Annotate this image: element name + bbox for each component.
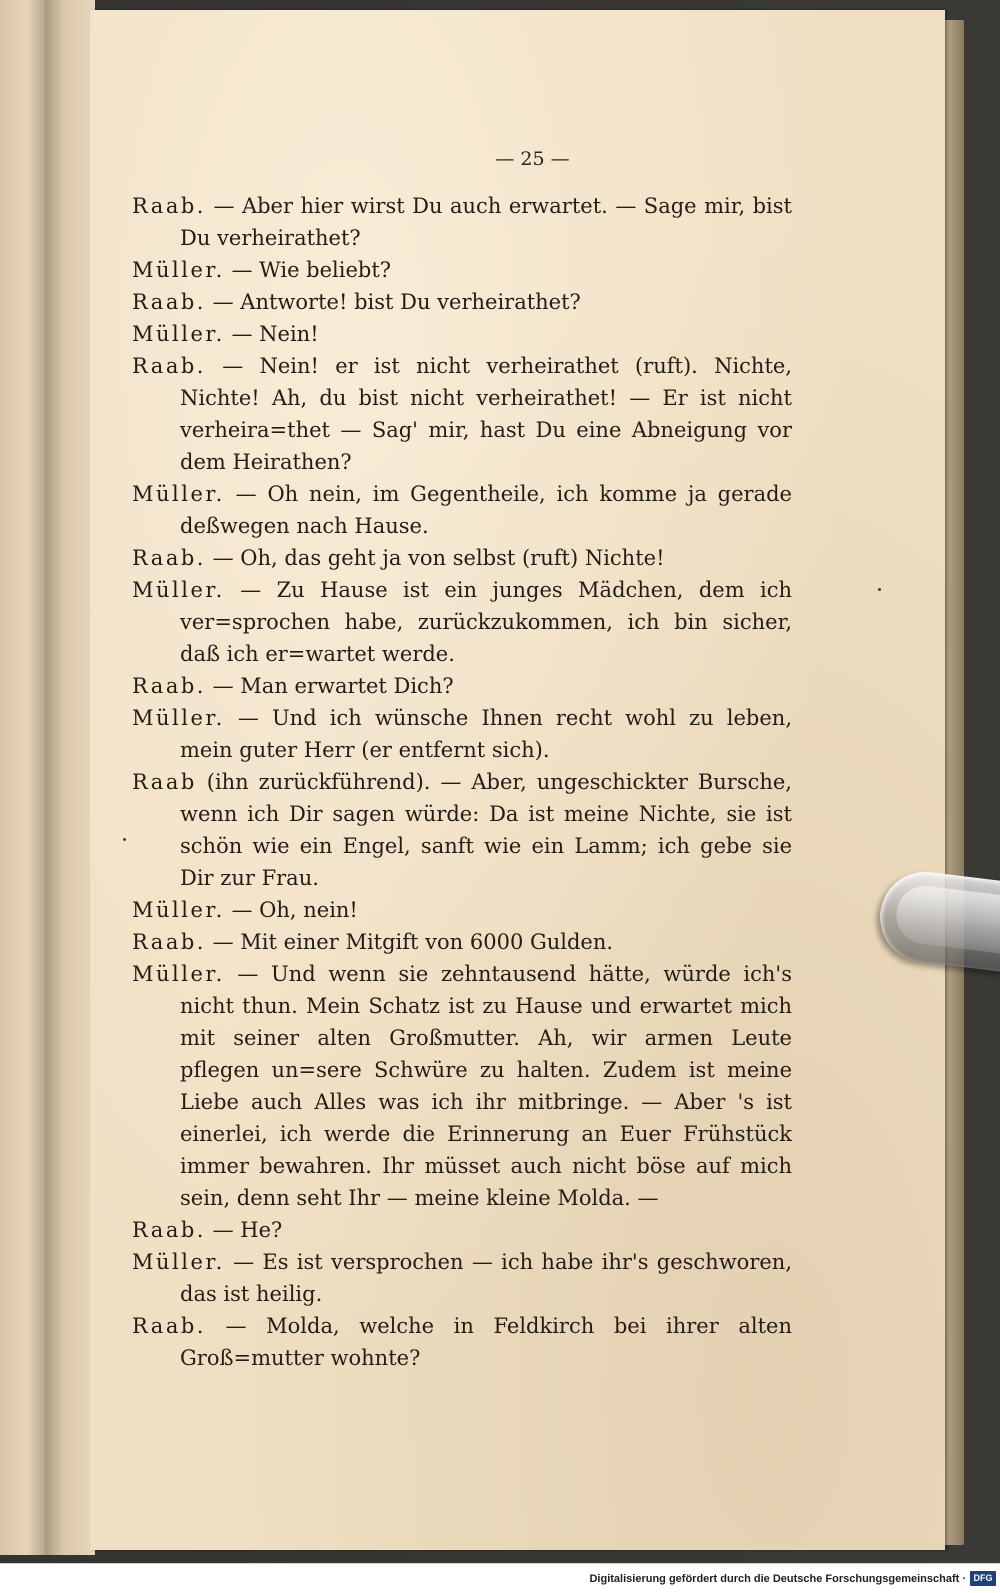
dialogue-line (132, 926, 792, 958)
line-text: — Man erwartet Dich? (205, 674, 454, 698)
left-page-edge (0, 0, 47, 1555)
line-text: — Nein! (224, 322, 319, 346)
speaker-name: Raab (132, 770, 197, 794)
ink-speck (878, 588, 881, 591)
speaker-name: Müller. (132, 1250, 225, 1274)
dialogue-line (132, 766, 792, 894)
dialogue-line (132, 1310, 792, 1374)
line-text: — Molda, welche in Feldkirch bei ihrer alten Groß=mutter wohnte? (180, 1314, 792, 1370)
page-number: — 25 — (495, 148, 570, 170)
line-text: — Und ich wünsche Ihnen recht wohl zu leben, mein guter Herr (er entfernt sich). (180, 706, 792, 762)
funding-notice: Digitalisierung gefördert durch die Deutsche Forschungsgemeinschaft · (589, 1573, 966, 1585)
line-text: — Antworte! bist Du verheirathet? (205, 290, 581, 314)
speaker-name: Raab. (132, 1218, 206, 1242)
speaker-name: Müller. (132, 898, 225, 922)
digitization-footer (0, 1563, 1000, 1593)
dialogue-line (132, 894, 792, 926)
line-text: — Nein! er ist nicht verheirathet (ruft). Nichte, Nichte! Ah, du bist nicht verheirathet! — Er ist nicht verheira=thet — Sag' mir, hast Du eine Abneigung vor dem Heirathen? (180, 354, 792, 474)
speaker-name: Raab. (132, 1314, 206, 1338)
dialogue-line (132, 574, 792, 670)
dialogue-line (132, 286, 792, 318)
dialogue-line (132, 478, 792, 542)
line-text: (ihn zurückführend). — Aber, ungeschickter Bursche, wenn ich Dir sagen würde: Da ist meine Nichte, sie ist schön wie ein Engel, sanft wie ein Lamm; ich gebe sie Dir zur Frau. (180, 770, 792, 890)
ink-speck (123, 838, 126, 841)
book-page (90, 10, 945, 1550)
dialogue-line (132, 542, 792, 574)
line-text: — Oh, nein! (224, 898, 358, 922)
book-gutter (45, 0, 95, 1555)
speaker-name: Raab. (132, 674, 206, 698)
line-text: — Zu Hause ist ein junges Mädchen, dem ich ver=sprochen habe, zurückzukommen, ich bin sicher, daß ich er=wartet werde. (180, 578, 792, 666)
speaker-name: Raab. (132, 290, 206, 314)
line-text: — Oh, das geht ja von selbst (ruft) Nichte! (205, 546, 665, 570)
line-text: — Wie beliebt? (224, 258, 392, 282)
book-clip-highlight (893, 883, 1000, 954)
speaker-name: Raab. (132, 354, 206, 378)
line-text: — He? (205, 1218, 283, 1242)
line-text: — Oh nein, im Gegentheile, ich komme ja gerade deßwegen nach Hause. (180, 482, 792, 538)
speaker-name: Raab. (132, 194, 206, 218)
speaker-name: Müller. (132, 322, 225, 346)
dialogue-line (132, 702, 792, 766)
dialogue-text (132, 190, 792, 1374)
speaker-name: Müller. (132, 482, 225, 506)
line-text: — Und wenn sie zehntausend hätte, würde ich's nicht thun. Mein Schatz ist zu Hause und erwartet mich mit seiner alten Großmutter. Ah, wir armen Leute pflegen un=sere Schwüre zu halten. Zudem ist meine Liebe auch Alles was ich ihr mitbringe. — Aber 's ist einerlei, ich werde die Erinnerung an Euer Frühstück immer bewahren. Ihr müsset auch nicht böse auf mich sein, denn seht Ihr — meine kleine Molda. — (180, 962, 792, 1210)
speaker-name: Müller. (132, 962, 225, 986)
dialogue-line (132, 254, 792, 286)
speaker-name: Müller. (132, 706, 225, 730)
dialogue-line (132, 1214, 792, 1246)
dfg-logo-icon: DFG (970, 1571, 996, 1586)
dialogue-line (132, 318, 792, 350)
speaker-name: Raab. (132, 546, 206, 570)
speaker-name: Müller. (132, 578, 225, 602)
speaker-name: Raab. (132, 930, 206, 954)
dialogue-line (132, 190, 792, 254)
speaker-name: Müller. (132, 258, 225, 282)
line-text: — Mit einer Mitgift von 6000 Gulden. (205, 930, 614, 954)
line-text: — Es ist versprochen — ich habe ihr's geschworen, das ist heilig. (180, 1250, 792, 1306)
dialogue-line (132, 350, 792, 478)
dialogue-line (132, 958, 792, 1214)
line-text: — Aber hier wirst Du auch erwartet. — Sage mir, bist Du verheirathet? (180, 194, 792, 250)
dialogue-line (132, 670, 792, 702)
dialogue-line (132, 1246, 792, 1310)
